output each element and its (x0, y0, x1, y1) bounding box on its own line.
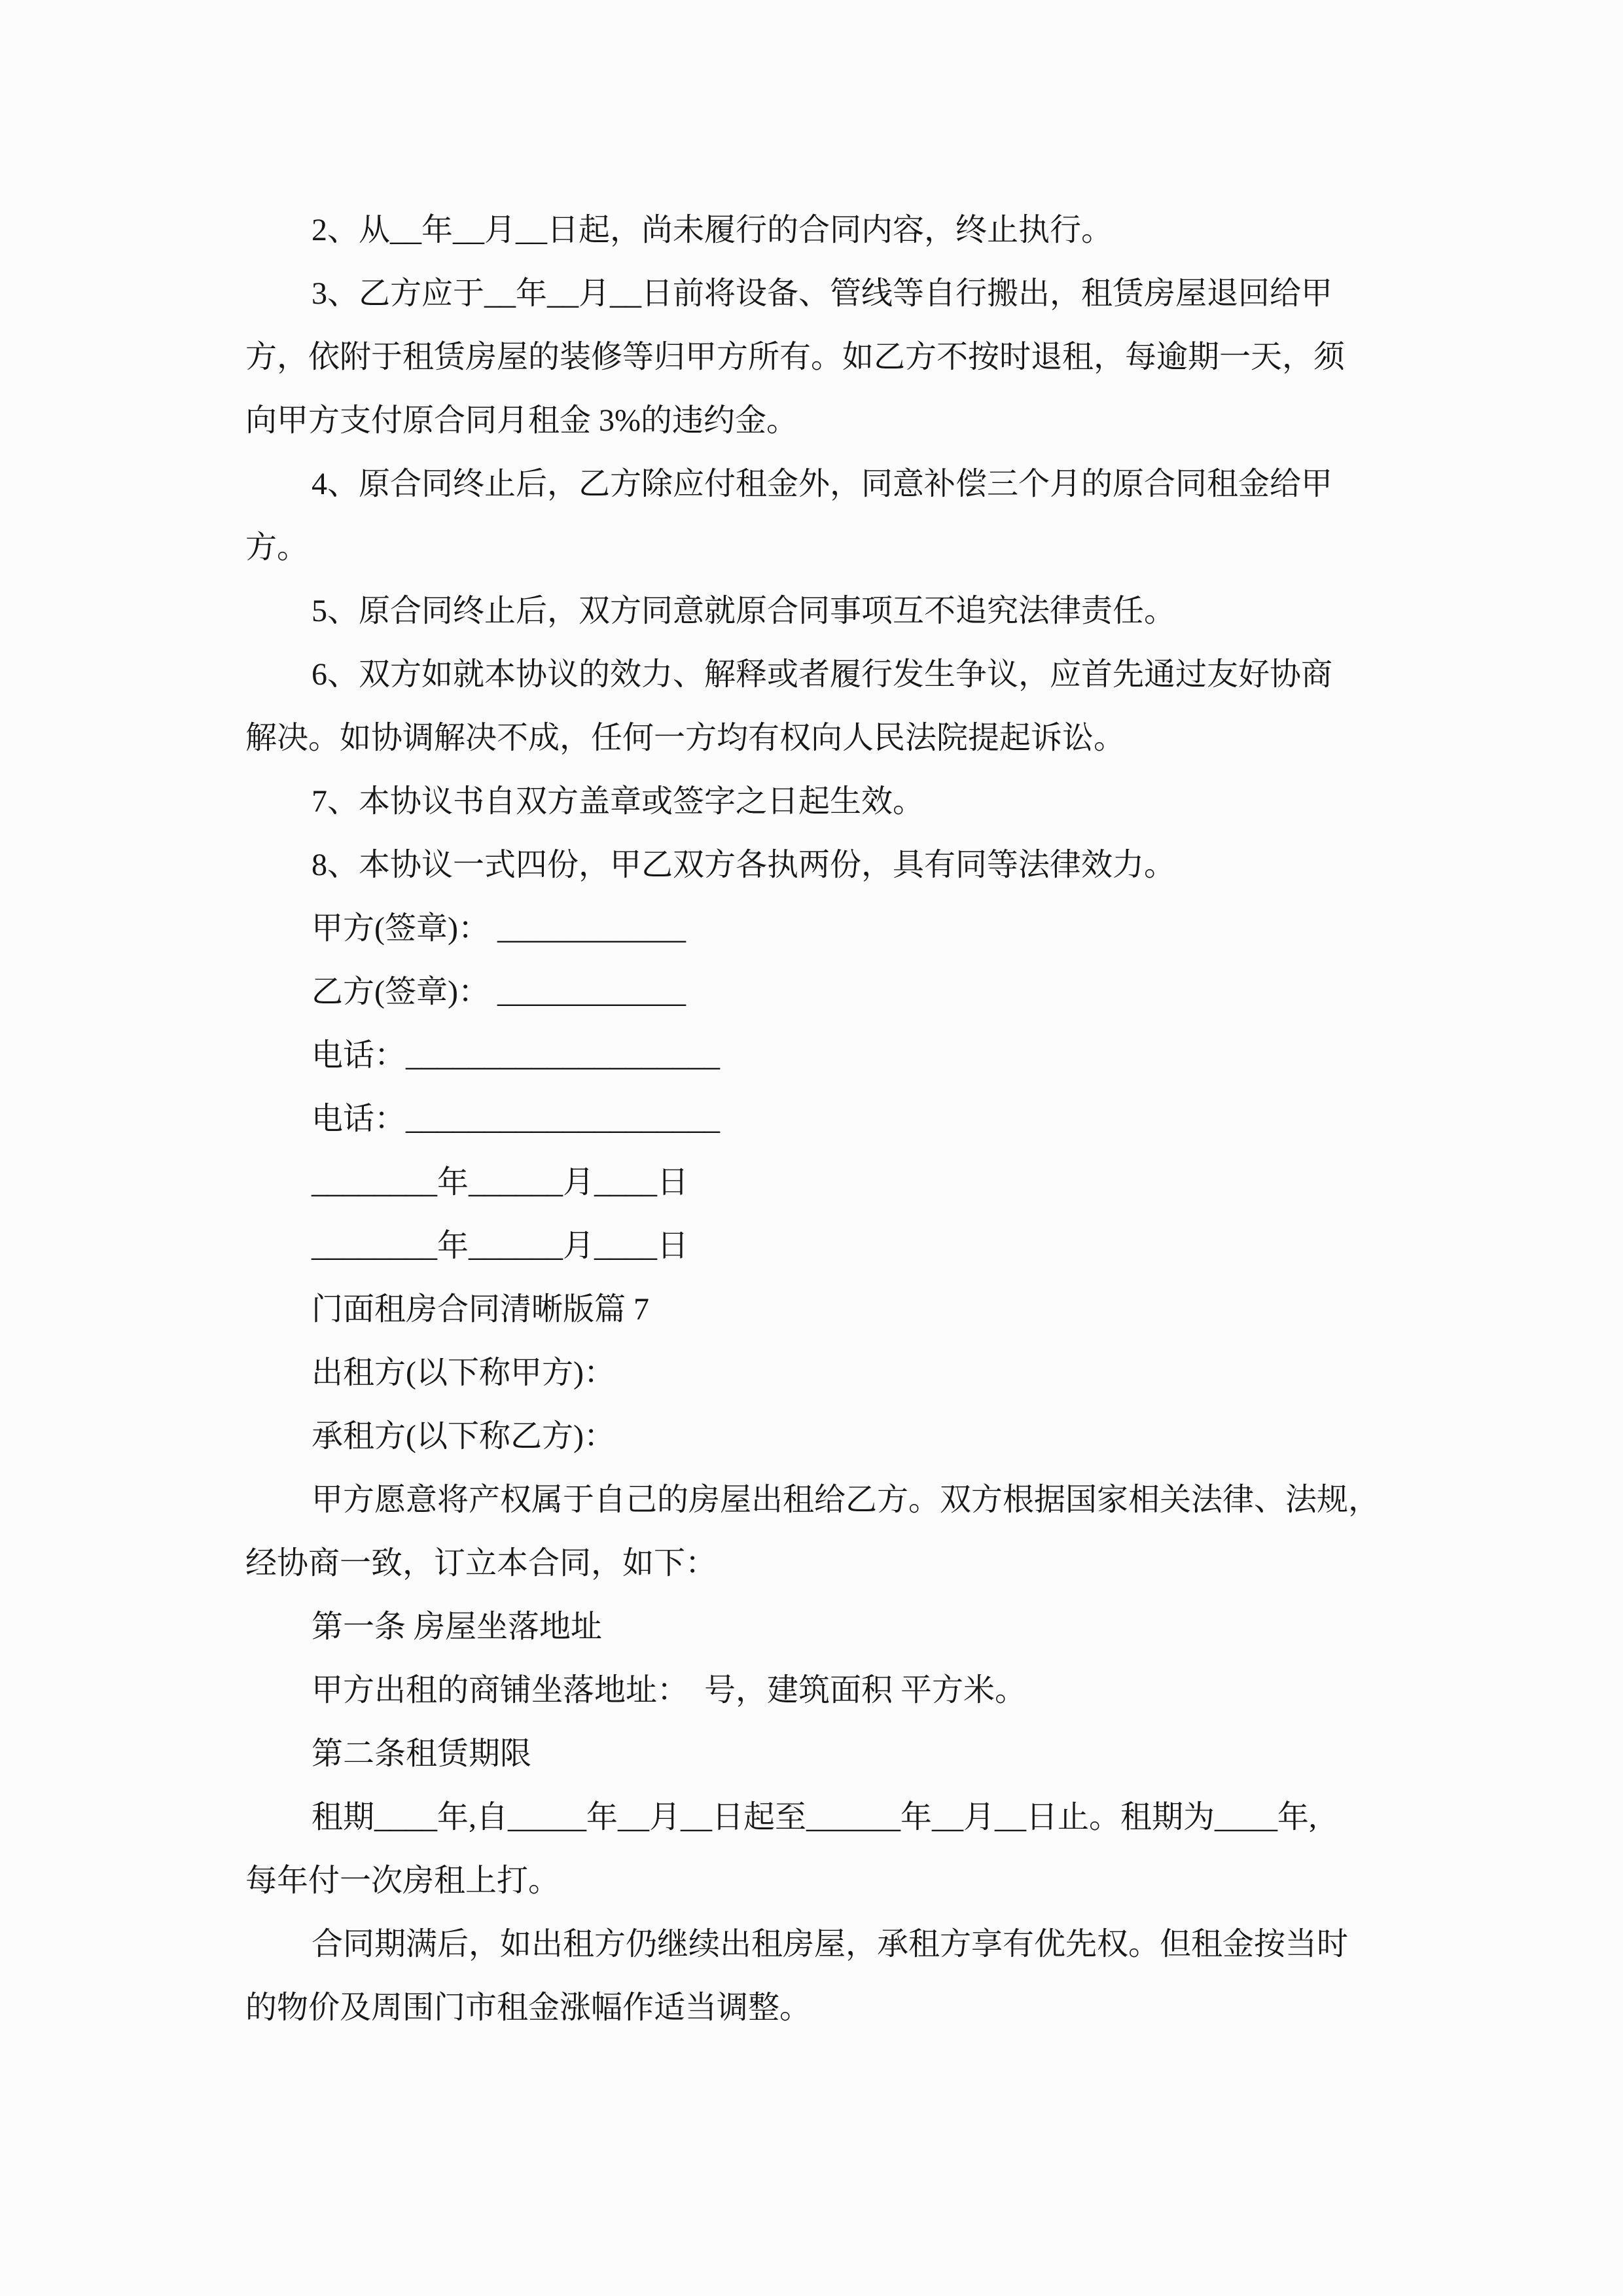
document-line: 7、本协议书自双方盖章或签字之日起生效。 (312, 784, 925, 819)
document-line: 电话：____________________ (312, 1038, 721, 1073)
document-line: 8、本协议一式四份，甲乙双方各执两份，具有同等法律效力。 (312, 848, 1176, 882)
document-line: 合同期满后，如出租方仍继续出租房屋，承租方享有优先权。但租金按当时 (312, 1927, 1349, 1962)
document-line: ________年______月____日 (312, 1165, 689, 1200)
document-line: 门面租房合同清晰版篇 7 (312, 1292, 650, 1327)
document-line: 解决。如协调解决不成，任何一方均有权向人民法院提起诉讼。 (245, 721, 1126, 755)
document-line: 4、原合同终止后，乙方除应付租金外，同意补偿三个月的原合同租金给甲 (312, 467, 1333, 501)
document-line: 电话：____________________ (312, 1102, 721, 1136)
document-line: 甲方愿意将产权属于自己的房屋出租给乙方。双方根据国家相关法律、法规， (312, 1482, 1380, 1517)
document-line: 租期____年,自_____年__月__日起至______年__月__日止。租期为____年, (312, 1800, 1317, 1835)
document-line: 的物价及周围门市租金涨幅作适当调整。 (245, 1990, 812, 2025)
document-line: 3、乙方应于__年__月__日前将设备、管线等自行搬出，租赁房屋退回给甲 (312, 276, 1333, 311)
document-line: 5、原合同终止后，双方同意就原合同事项互不追究法律责任。 (312, 594, 1176, 628)
document-line: 乙方(签章)： ____________ (312, 975, 686, 1009)
document-line: 经协商一致，订立本合同，如下： (245, 1546, 717, 1581)
document-line: 每年付一次房租上打。 (245, 1863, 560, 1898)
document-line: 出租方(以下称甲方)： (312, 1355, 615, 1390)
document-line: 甲方出租的商铺坐落地址： 号，建筑面积 平方米。 (312, 1673, 1027, 1708)
document-line: 6、双方如就本协议的效力、解释或者履行发生争议，应首先通过友好协商 (312, 657, 1333, 692)
document-content (245, 198, 1389, 2039)
document-line: 第二条租赁期限 (312, 1736, 532, 1771)
document-line: 向甲方支付原合同月租金 3%的违约金。 (245, 403, 798, 438)
document-line: 第一条 房屋坐落地址 (312, 1609, 603, 1644)
document-line: 方。 (245, 530, 309, 565)
document-line: 甲方(签章)： ____________ (312, 911, 686, 946)
document-line: 2、从__年__月__日起，尚未履行的合同内容，终止执行。 (312, 213, 1113, 247)
document-line: 承租方(以下称乙方)： (312, 1419, 615, 1454)
document-line: 方，依附于租赁房屋的装修等归甲方所有。如乙方不按时退租，每逾期一天，须 (245, 340, 1346, 374)
document-line: ________年______月____日 (312, 1229, 689, 1263)
